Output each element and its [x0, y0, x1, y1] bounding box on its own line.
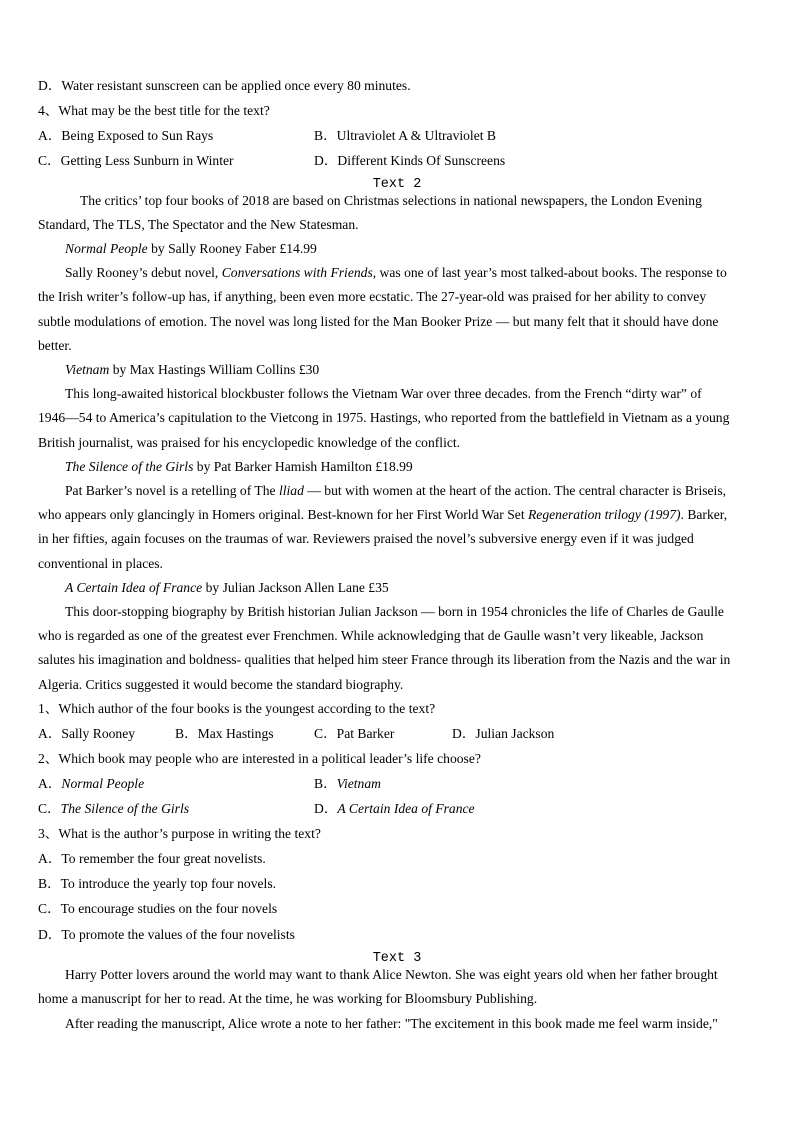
book-3-header [65, 458, 413, 476]
question-2: 2、Which book may people who are interested in a political leader’s life choose? [38, 751, 481, 766]
book-1-para-line: better. [38, 338, 72, 353]
option-a: A．Being Exposed to Sun Rays [38, 128, 214, 143]
book-3-meta: by Pat Barker Hamish Hamilton £18.99 [193, 459, 413, 474]
book-3-title: The Silence of the Girls [65, 459, 194, 474]
option-b: B．Max Hastings [175, 726, 274, 741]
option-d [314, 800, 475, 818]
book-2-para-line: This long-awaited historical blockbuster follows the Vietnam War over three decades. from the French “dirty war” of [65, 386, 702, 401]
option-prefix: D． [314, 801, 338, 816]
section-heading-text-3: Text 3 [372, 951, 422, 966]
option-row [38, 127, 496, 145]
option-a: A．To remember the four great novelists. [38, 851, 266, 866]
option-b: B．Ultraviolet A & Ultraviolet B [314, 128, 496, 143]
option-a: A．Sally Rooney [38, 726, 136, 741]
book-1-header [65, 240, 317, 258]
option-c: C．Getting Less Sunburn in Winter [38, 153, 234, 168]
option-row [38, 775, 381, 793]
option-text: A Certain Idea of France [337, 801, 475, 816]
text-3-para-line: After reading the manuscript, Alice wrote a note to her father: "The excitement in this book made me feel warm inside," [65, 1016, 718, 1031]
text-run: , was one of last year’s most talked-about books. The response to [372, 265, 727, 280]
intro-line-2: Standard, The TLS, The Spectator and the New Statesman. [38, 217, 359, 232]
option-c [38, 801, 189, 816]
text-3-para-line: Harry Potter lovers around the world may want to thank Alice Newton. She was eight years old when her father brought [65, 967, 718, 982]
text-run: . Barker, [680, 507, 728, 522]
option-c: C．Pat Barker [314, 726, 395, 741]
book-3-para-line: conventional in places. [38, 556, 163, 571]
option-prefix: C． [38, 801, 61, 816]
text-run: who appears only glancingly in Homers original. Best-known for her First World War Set [38, 507, 528, 522]
option-d: D．To promote the values of the four novelists [38, 927, 295, 942]
italic-title: Conversations with Friends [221, 265, 373, 280]
book-4-header [65, 579, 389, 597]
option-b: B．To introduce the yearly top four novels. [38, 876, 277, 891]
book-1-para-line: subtle modulations of emotion. The novel was long listed for the Man Booker Prize — but many felt that it should have done [38, 314, 719, 329]
book-1-meta: by Sally Rooney Faber £14.99 [147, 241, 317, 256]
book-4-para-line: salutes his imagination and boldness- qualities that helped him steer France through its liberation from the Nazis and the war in [38, 652, 731, 667]
book-4-meta: by Julian Jackson Allen Lane £35 [202, 580, 389, 595]
question-option-d: D．Water resistant sunscreen can be applied once every 80 minutes. [38, 78, 411, 93]
question-1: 1、Which author of the four books is the youngest according to the text? [38, 701, 436, 716]
book-1-title: Normal People [65, 241, 148, 256]
option-text: Vietnam [336, 776, 381, 791]
book-4-para-line: who is regarded as one of the greatest ever Frenchmen. While acknowledging that de Gaulle wasn’t very likeable, Jackson [38, 628, 704, 643]
option-d: D．Different Kinds Of Sunscreens [314, 153, 506, 168]
section-heading-text-2: Text 2 [372, 177, 422, 192]
book-2-para-line: British journalist, was praised for his encyclopedic knowledge of the conflict. [38, 435, 461, 450]
option-row [38, 152, 506, 170]
book-4-para-line: Algeria. Critics suggested it would become the standard biography. [38, 677, 404, 692]
text-run: Pat Barker’s novel is a retelling of The [65, 483, 279, 498]
book-2-title: Vietnam [65, 362, 110, 377]
book-3-para-line [65, 482, 726, 500]
book-2-meta: by Max Hastings William Collins £30 [109, 362, 320, 377]
book-2-header [65, 361, 319, 379]
option-prefix: A． [38, 776, 62, 791]
question-3: 3、What is the author’s purpose in writing the text? [38, 826, 321, 841]
text-run: — but with women at the heart of the action. The central character is Briseis, [303, 483, 727, 498]
option-text: Normal People [61, 776, 145, 791]
book-3-para-line: in her fifties, again focuses on the traumas of war. Reviewers praised the novel’s subversive energy even if it was judged [38, 531, 694, 546]
question-4: 4、What may be the best title for the text? [38, 103, 270, 118]
text-run: Sally Rooney’s debut novel, [65, 265, 222, 280]
italic-title: Regeneration trilogy (1997) [528, 507, 681, 522]
book-4-para-line: This door-stopping biography by British historian Julian Jackson — born in 1954 chronicles the life of Charles de Gaulle [65, 604, 724, 619]
text-3-para-line: home a manuscript for her to read. At the time, he was working for Bloomsbury Publishing. [38, 991, 538, 1006]
intro-line-1: The critics’ top four books of 2018 are based on Christmas selections in national newspapers, the London Evening [80, 193, 702, 208]
option-a [38, 776, 144, 791]
italic-title: lliad [278, 483, 304, 498]
option-row [38, 800, 475, 818]
option-text: The Silence of the Girls [60, 801, 190, 816]
option-c: C．To encourage studies on the four novels [38, 901, 278, 916]
option-d: D．Julian Jackson [452, 726, 555, 741]
book-1-para-line: the Irish writer’s follow-up has, if anything, been even more ecstatic. The 27-year-old was praised for her ability to convey [38, 289, 707, 304]
book-1-para-line [65, 264, 727, 282]
option-prefix: B． [314, 776, 337, 791]
option-b [314, 775, 381, 793]
book-4-title: A Certain Idea of France [65, 580, 203, 595]
book-3-para-line [38, 506, 727, 524]
book-2-para-line: 1946—54 to America’s capitulation to the Vietcong in 1975. Hastings, who reported from the battlefield in Vietnam as a young [38, 410, 730, 425]
